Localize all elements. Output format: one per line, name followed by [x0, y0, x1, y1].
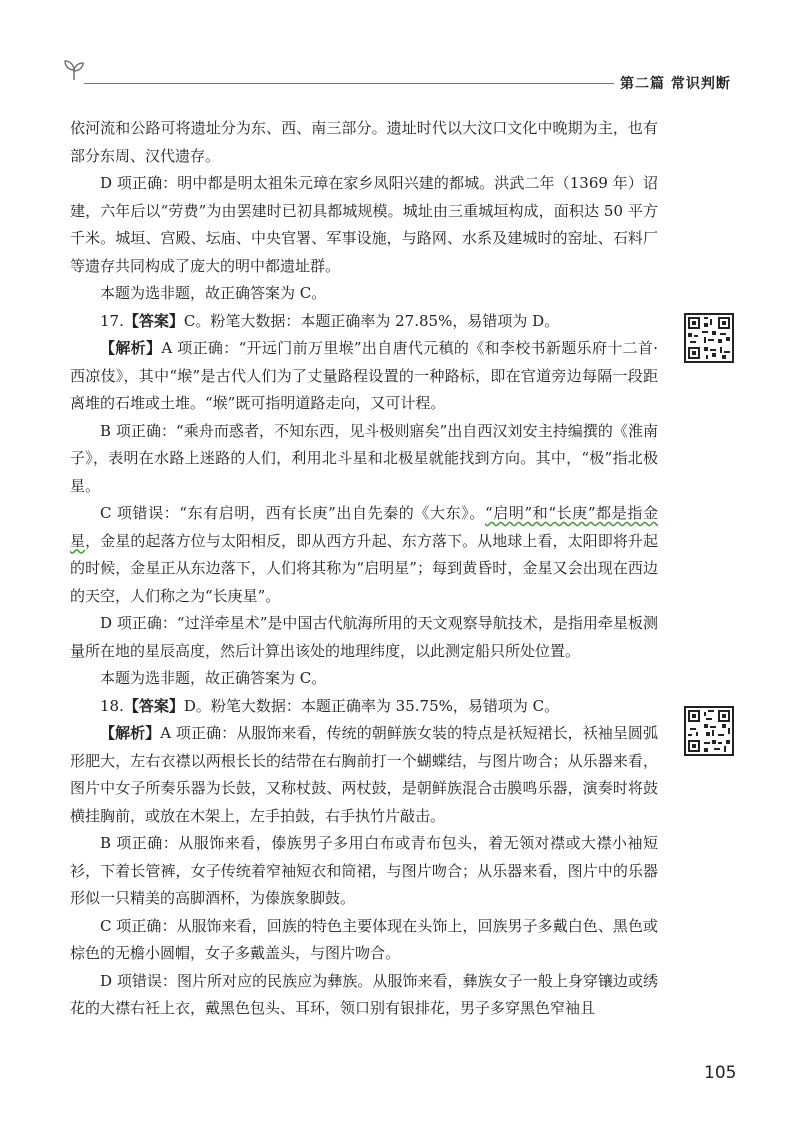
analysis-text: A 项正确：从服饰来看，传统的朝鲜族女装的特点是袄短裙长，袄袖呈圆弧形肥大，左右衣襟以两根长长的结带在右胸前打一个蝴蝶结，与图片吻合；从乐器来看，图片中女子所奏乐器为长鼓，又称杖鼓、两杖鼓，是朝鲜族混合击膜鸣乐器，演奏时将鼓横挂胸前，或放在木架上，左手拍鼓，右手执竹片敲击。 — [70, 724, 658, 825]
qr-code-pattern — [686, 315, 732, 361]
question-18-analysis — [70, 720, 658, 830]
page-header — [0, 0, 800, 100]
page-number: 105 — [704, 1063, 737, 1083]
answer-text: C。粉笔大数据：本题正确率为 27.85%，易错项为 D。 — [183, 311, 560, 330]
answer-label: 【答案】 — [123, 696, 184, 715]
wavy-underlined-text: “启明”和“长庚”都是指金星 — [70, 504, 658, 550]
question-18-answer — [70, 693, 658, 721]
paragraph-text: ，金星的起落方位与太阳相反，即从西方升起、东方落下。从地球上看，太阳即将升起的时候，金星正从东边落下，人们将其称为“启明星”；每到黄昏时，金星又会出现在西边的天空，人们称之为“长庚星”。 — [70, 531, 658, 605]
paragraph: B 项正确：从服饰来看，傣族男子多用白布或青布包头，着无领对襟或大襟小袖短衫，下着长管裤，女子传统着窄袖短衣和筒裙，与图片吻合；从乐器来看，图片中的乐器形似一只精美的高脚酒杯，为傣族象脚鼓。 — [70, 834, 658, 907]
qr-code-icon[interactable] — [684, 706, 734, 756]
paragraph: 依河流和公路可将遗址分为东、西、南三部分。遗址时代以大汶口文化中晚期为主，也有部分东周、汉代遗存。 — [70, 119, 658, 165]
analysis-label: 【解析】 — [100, 339, 162, 357]
question-number: 17. — [100, 311, 124, 330]
page-body — [70, 115, 658, 1023]
analysis-text: A 项正确：“开远门前万里堠”出自唐代元稹的《和李校书新题乐府十二首·西凉伎》，其中“堠”是古代人们为了丈量路程设置的一种路标，即在官道旁边每隔一段距离堆的石堆或土堆。“堠”既可指明道路走向，又可计程。 — [70, 339, 658, 412]
question-17-analysis — [70, 335, 658, 418]
qr-code-icon[interactable] — [684, 313, 734, 363]
question-number: 18. — [100, 696, 124, 715]
paragraph-text: C 项错误：“东有启明，西有长庚”出自先秦的《大东》。 — [100, 504, 485, 522]
paragraph — [70, 500, 658, 610]
paragraph: C 项正确：从服饰来看，回族的特色主要体现在头饰上，回族男子多戴白色、黑色或棕色的无檐小圆帽，女子多戴盖头，与图片吻合。 — [70, 916, 658, 962]
question-17-answer — [70, 308, 658, 336]
analysis-label: 【解析】 — [100, 724, 161, 742]
qr-code-pattern — [686, 708, 732, 754]
paragraph: 本题为选非题，故正确答案为 C。 — [100, 284, 327, 302]
answer-label: 【答案】 — [123, 311, 184, 330]
answer-text: D。粉笔大数据：本题正确率为 35.75%，易错项为 C。 — [183, 696, 560, 715]
paragraph: D 项错误：图片所对应的民族应为彝族。从服饰来看，彝族女子一般上身穿镶边或绣花的大襟右衽上衣，戴黑色包头、耳环，领口别有银排花，男子多穿黑色窄袖且 — [70, 971, 658, 1017]
header-rule — [84, 83, 614, 84]
paragraph: D 项正确：明中都是明太祖朱元璋在家乡凤阳兴建的都城。洪武二年（1369 年）诏建，六年后以“劳费”为由罢建时已初具都城规模。城址由三重城垣构成，面积达 50 平方千米。城垣、宫殿、坛庙、中央官署、军事设施，与路网、水系及建城时的窑址、石料厂等遗存共同构成了庞大的明中都遗址群。 — [70, 174, 658, 275]
section-title: 第二篇 常识判断 — [620, 76, 731, 92]
paragraph: D 项正确：“过洋牵星术”是中国古代航海所用的天文观察导航技术，是指用牵星板测量所在地的星辰高度，然后计算出该处的地理纬度，以此测定船只所处位置。 — [70, 614, 658, 660]
paragraph: 本题为选非题，故正确答案为 C。 — [100, 669, 327, 687]
sprout-icon — [62, 58, 86, 82]
paragraph: B 项正确：“乘舟而惑者，不知东西，见斗极则寤矣”出自西汉刘安主持编撰的《淮南子》，表明在水路上迷路的人们，利用北斗星和北极星就能找到方向。其中，“极”指北极星。 — [70, 421, 658, 495]
